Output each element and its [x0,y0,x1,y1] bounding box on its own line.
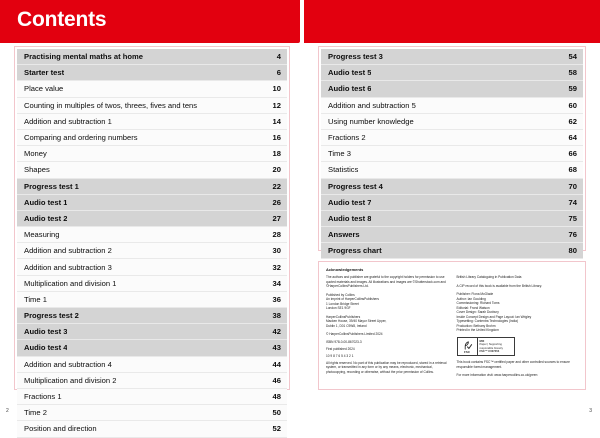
toc-entry-label: Progress chart [328,246,382,256]
toc-row[interactable] [17,308,287,324]
toc-entry-label: Starter test [24,68,65,78]
toc-entry-label: Audio test 4 [24,343,68,353]
acknowledgements-columns [326,275,578,382]
toc-row[interactable] [17,276,287,292]
imprint-column [326,275,448,382]
toc-entry-label: Using number knowledge [328,116,414,126]
toc-entry-page: 58 [568,68,577,78]
publisher-block [326,293,448,311]
toc-entry-label: Shapes [24,165,50,175]
toc-entry-label: Progress test 3 [328,52,383,62]
publisher-line: Published by Collins [326,292,355,297]
toc-row[interactable] [321,81,583,97]
toc-entry-label: Addition and subtraction 4 [24,359,112,369]
office-line: HarperCollinsPublishers [326,314,361,319]
toc-row[interactable] [17,357,287,373]
publisher-line: An imprint of HarperCollinsPublishers [326,297,379,302]
toc-entry-label: Audio test 3 [24,327,68,337]
credit-line: Typesetting: Contentra Technologies (India) [456,319,518,324]
toc-entry-page: 20 [272,165,281,175]
toc-row[interactable] [321,179,583,195]
toc-entry-label: Money [24,149,47,159]
toc-row[interactable] [321,49,583,65]
toc-row[interactable] [17,195,287,211]
rights-text: All rights reserved. No part of this publication may be reproduced, stored in a retrieval system, or transmitted in any form or by any means, electronic, mechanical, photocopying, recording or otherwise, without the prior permission of Collins. [326,360,447,374]
toc-row[interactable] [321,130,583,146]
toc-entry-label: Addition and subtraction 5 [328,100,416,110]
toc-entry-page: 64 [568,133,577,143]
toc-entry-label: Audio test 5 [328,68,372,78]
toc-entry-label: Addition and subtraction 1 [24,116,112,126]
credit-line: Cover Design: Sarah Duxbury [456,310,499,315]
toc-entry-label: Audio test 6 [328,84,372,94]
toc-entry-page: 74 [568,197,577,207]
toc-entry-label: Fractions 1 [24,392,62,402]
toc-row[interactable] [321,65,583,81]
toc-entry-label: Audio test 8 [328,213,372,223]
toc-row[interactable] [17,179,287,195]
toc-entry-page: 50 [272,408,281,418]
toc-row[interactable] [17,65,287,81]
fsc-mark-label: FSC [464,350,470,355]
toc-row[interactable] [17,162,287,178]
toc-entry-page: 70 [568,181,577,191]
toc-entry-page: 18 [272,149,281,159]
toc-entry-label: Progress test 4 [328,181,383,191]
toc-row[interactable] [17,49,287,65]
toc-entry-label: Practising mental maths at home [24,52,144,62]
toc-entry-page: 66 [568,149,577,159]
toc-entry-label: Measuring [24,230,60,240]
contents-panel-right [318,46,586,256]
credit-line: Author: Ian Goulding [456,296,486,301]
cip-heading: British Library Cataloguing in Publication Data [456,275,522,279]
credits-list [457,292,579,333]
toc-row[interactable] [17,146,287,162]
toc-entry-page: 26 [272,197,281,207]
folio-right: 3 [589,408,592,414]
toc-entry-label: Statistics [328,165,359,175]
contents-list-left [17,49,287,438]
toc-row[interactable] [321,195,583,211]
toc-entry-page: 80 [568,246,577,256]
credit-line: Production: Bethany Brohm [456,323,496,328]
credit-line: Inside Concept Design and Page Layout: Ian Wrigley [456,314,532,319]
toc-entry-page: 6 [276,68,281,78]
fsc-logo [457,337,515,356]
toc-row[interactable] [17,227,287,243]
fsc-tree-icon [458,338,478,355]
toc-entry-page: 34 [272,278,281,288]
toc-entry-page: 38 [272,311,281,321]
toc-entry-page: 27 [272,213,281,223]
folio-left: 2 [6,408,9,414]
toc-entry-label: Multiplication and division 2 [24,375,117,385]
toc-entry-page: 42 [272,327,281,337]
toc-entry-label: Comparing and ordering numbers [24,133,138,143]
toc-entry-label: Position and direction [24,424,97,434]
office-line: Dublin 1, D01 C9W8, Ireland [326,323,367,328]
isbn-line: ISBN 978-0-00-867023-3 [326,339,362,344]
impression-line: 10 9 8 7 6 5 4 3 2 1 [326,353,354,358]
toc-row[interactable] [321,211,583,227]
office-line: Macken House, 39/40 Mayor Street Upper, [326,319,387,324]
contents-header-banner [0,0,300,43]
contents-panel-left [14,46,290,434]
credit-line: Printed in the United Kingdom [456,328,499,333]
toc-row[interactable] [17,389,287,405]
toc-entry-label: Multiplication and division 1 [24,278,117,288]
page-title: Contents [17,8,107,31]
toc-entry-label: Place value [24,84,64,94]
toc-entry-label: Time 2 [24,408,47,418]
toc-entry-page: 12 [272,100,281,110]
toc-entry-page: 62 [568,116,577,126]
toc-row[interactable] [17,405,287,421]
toc-entry-page: 75 [568,213,577,223]
more-info-line: For more information visit: www.harpercollins.co.uk/green [456,373,538,378]
toc-row[interactable] [17,421,287,437]
office-block [326,315,448,329]
credit-line: Editorial: Frond Watson [456,305,490,310]
toc-entry-page: 68 [568,165,577,175]
copyright-line: © HarperCollinsPublishers Limited 2024 [326,332,383,337]
acknowledgements-box [318,261,586,390]
fsc-mix-label: MIX [479,339,485,343]
toc-row[interactable] [17,340,287,356]
credit-line: Publisher: Fiona McGlade [456,292,494,297]
toc-entry-page: 44 [272,359,281,369]
toc-entry-page: 54 [568,52,577,62]
toc-row[interactable] [17,243,287,259]
toc-entry-page: 30 [272,246,281,256]
toc-entry-page: 46 [272,375,281,385]
toc-entry-page: 22 [272,181,281,191]
contents-list-right [321,49,583,259]
toc-row[interactable] [17,114,287,130]
credit-line: Commissioning: Richard Toms [456,301,500,306]
toc-entry-label: Counting in multiples of twos, threes, fives and tens [24,100,198,110]
toc-entry-label: Time 1 [24,294,47,304]
toc-entry-page: 36 [272,294,281,304]
toc-row[interactable] [321,162,583,178]
toc-entry-label: Time 3 [328,149,351,159]
fsc-mix-line2: responsible forestry [479,346,503,350]
toc-entry-page: 28 [272,230,281,240]
toc-row[interactable] [17,373,287,389]
toc-entry-page: 60 [568,100,577,110]
toc-entry-label: Audio test 2 [24,213,68,223]
permissions-text: The authors and publisher are grateful to the copyright holders for permission to use quoted materials and images. All illustrations and images are ©Shutterstock.com and ©HarperCollinsPublishers Ltd. [326,275,446,289]
cip-text: A CIP record of this book is available from the British Library. [456,283,542,288]
toc-row[interactable] [17,259,287,275]
toc-row[interactable] [17,211,287,227]
toc-entry-page: 59 [568,84,577,94]
publisher-line: 1 London Bridge Street [326,301,359,306]
toc-entry-label: Progress test 1 [24,181,79,191]
fsc-info [478,338,514,355]
fsc-code: FSC™ C007454 [479,349,500,353]
left-page [0,0,300,434]
toc-entry-label: Answers [328,230,360,240]
publisher-line: London SE1 9GF [326,306,351,311]
toc-entry-label: Addition and subtraction 2 [24,246,112,256]
toc-row[interactable] [17,324,287,340]
credits-column [457,275,579,382]
toc-entry-page: 52 [272,424,281,434]
toc-row[interactable] [17,130,287,146]
toc-entry-label: Progress test 2 [24,311,79,321]
acknowledgements-title: Acknowledgements [326,267,364,272]
fsc-mix-line1: Paper | Supporting [479,343,502,347]
toc-entry-label: Audio test 1 [24,197,68,207]
toc-row[interactable] [17,98,287,114]
contents-header-banner-right [304,0,600,43]
toc-entry-label: Audio test 7 [328,197,372,207]
toc-entry-label: Fractions 2 [328,133,366,143]
toc-row[interactable] [17,81,287,97]
toc-entry-page: 48 [272,392,281,402]
toc-row[interactable] [321,98,583,114]
toc-entry-page: 32 [272,262,281,272]
first-published-line: First published 2024 [326,346,355,351]
toc-entry-page: 43 [272,343,281,353]
right-page [300,0,600,423]
toc-entry-page: 4 [276,52,281,62]
toc-entry-page: 16 [272,133,281,143]
toc-entry-page: 14 [272,116,281,126]
toc-row[interactable] [321,227,583,243]
toc-entry-page: 10 [272,84,281,94]
toc-entry-page: 76 [568,230,577,240]
toc-row[interactable] [321,243,583,259]
toc-entry-label: Addition and subtraction 3 [24,262,112,272]
toc-row[interactable] [17,292,287,308]
fsc-note: This book contains FSC™ certified paper and other controlled sources to ensure responsible forest management. [456,360,570,369]
toc-row[interactable] [321,114,583,130]
toc-row[interactable] [321,146,583,162]
